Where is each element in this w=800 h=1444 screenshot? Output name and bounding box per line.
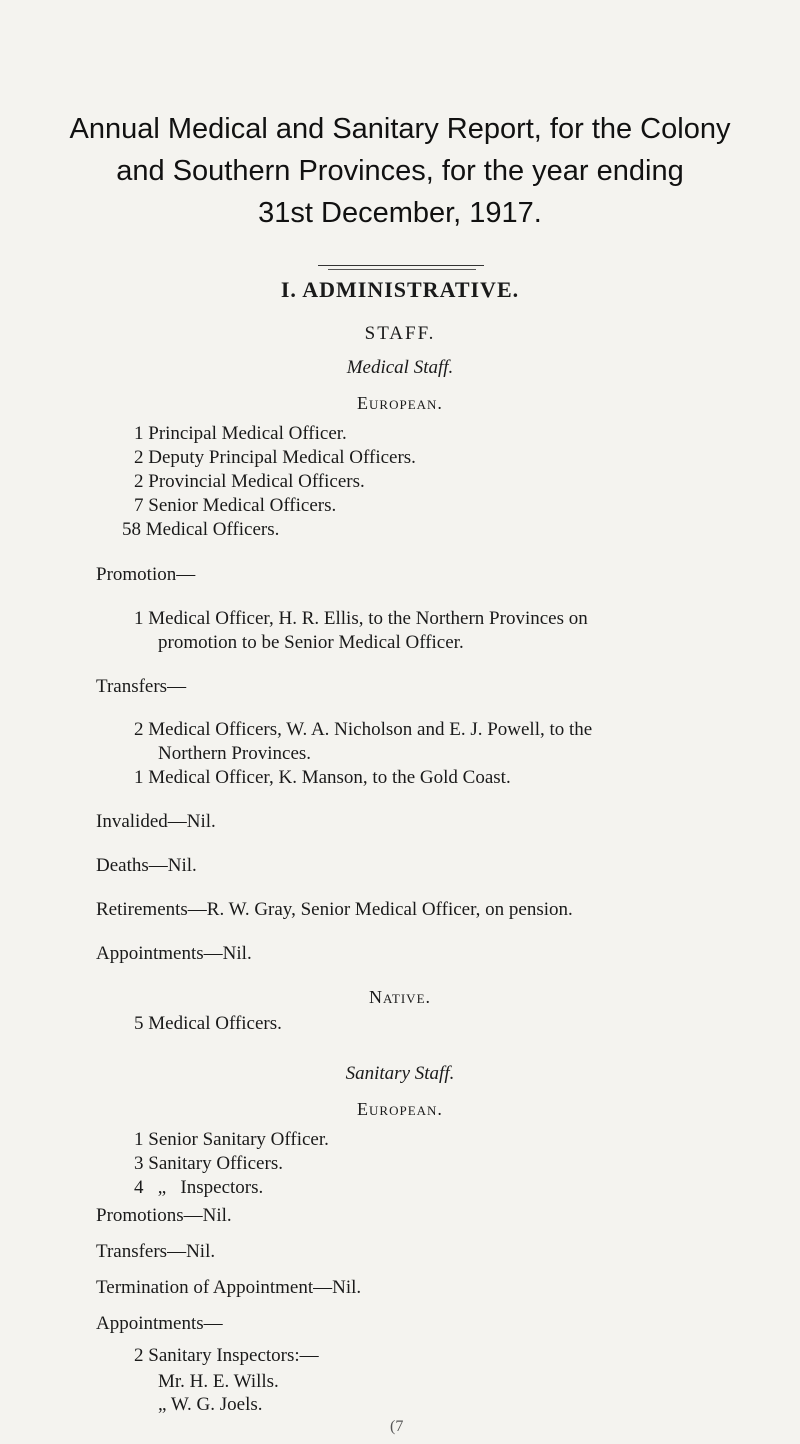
promotion-line: promotion to be Senior Medical Officer. bbox=[158, 632, 464, 653]
medical-european-item: 58 Medical Officers. bbox=[122, 519, 280, 540]
invalided-line: Invalided—Nil. bbox=[96, 811, 216, 832]
sanitary-european-heading: European. bbox=[357, 1099, 443, 1119]
title-line-1: Annual Medical and Sanitary Report, for the Colony bbox=[69, 113, 731, 145]
section-heading: I. ADMINISTRATIVE. bbox=[280, 277, 520, 302]
appointments-line: Appointments—Nil. bbox=[96, 943, 252, 964]
transfers-label: Transfers— bbox=[96, 676, 187, 697]
transfer-line: Northern Provinces. bbox=[158, 743, 312, 764]
sanitary-item: 4 „ Inspectors. bbox=[134, 1177, 264, 1198]
promotions-line: Promotions—Nil. bbox=[96, 1205, 232, 1226]
report-title bbox=[0, 108, 800, 234]
transfer-line: 1 Medical Officer, K. Manson, to the Gold Coast. bbox=[134, 767, 511, 788]
medical-european-item: 7 Senior Medical Officers. bbox=[134, 495, 337, 516]
native-item: 5 Medical Officers. bbox=[134, 1013, 282, 1034]
medical-staff-heading: Medical Staff. bbox=[346, 357, 454, 378]
appointee-name: „ W. G. Joels. bbox=[158, 1394, 263, 1415]
medical-european-item: 2 Deputy Principal Medical Officers. bbox=[134, 447, 416, 468]
sanitary-item: 3 Sanitary Officers. bbox=[134, 1153, 283, 1174]
deaths-line: Deaths—Nil. bbox=[96, 855, 197, 876]
appointee-name: Mr. H. E. Wills. bbox=[158, 1371, 279, 1392]
medical-european-item: 1 Principal Medical Officer. bbox=[134, 423, 347, 444]
title-line-2: and Southern Provinces, for the year ending bbox=[116, 155, 684, 187]
title-line-3: 31st December, 1917. bbox=[258, 197, 542, 229]
sanitary-appointments-sub: 2 Sanitary Inspectors:— bbox=[134, 1345, 319, 1366]
promotion-line: 1 Medical Officer, H. R. Ellis, to the Northern Provinces on bbox=[134, 608, 588, 629]
termination-line: Termination of Appointment—Nil. bbox=[96, 1277, 362, 1298]
sanitary-transfers-line: Transfers—Nil. bbox=[96, 1241, 216, 1262]
medical-european-item: 2 Provincial Medical Officers. bbox=[134, 471, 365, 492]
sanitary-staff-heading: Sanitary Staff. bbox=[345, 1063, 455, 1084]
title-divider-lower bbox=[328, 269, 476, 270]
sanitary-item: 1 Senior Sanitary Officer. bbox=[134, 1129, 329, 1150]
retirements-line: Retirements—R. W. Gray, Senior Medical Officer, on pension. bbox=[96, 899, 573, 920]
sanitary-appointments-label: Appointments— bbox=[96, 1313, 223, 1334]
transfer-line: 2 Medical Officers, W. A. Nicholson and E. J. Powell, to the bbox=[134, 719, 593, 740]
promotion-label: Promotion— bbox=[96, 564, 196, 585]
title-divider bbox=[318, 265, 484, 266]
medical-european-heading: European. bbox=[357, 393, 443, 413]
native-heading: Native. bbox=[368, 987, 432, 1007]
page-number: (7 bbox=[390, 1418, 404, 1435]
staff-heading: STAFF. bbox=[364, 323, 436, 344]
